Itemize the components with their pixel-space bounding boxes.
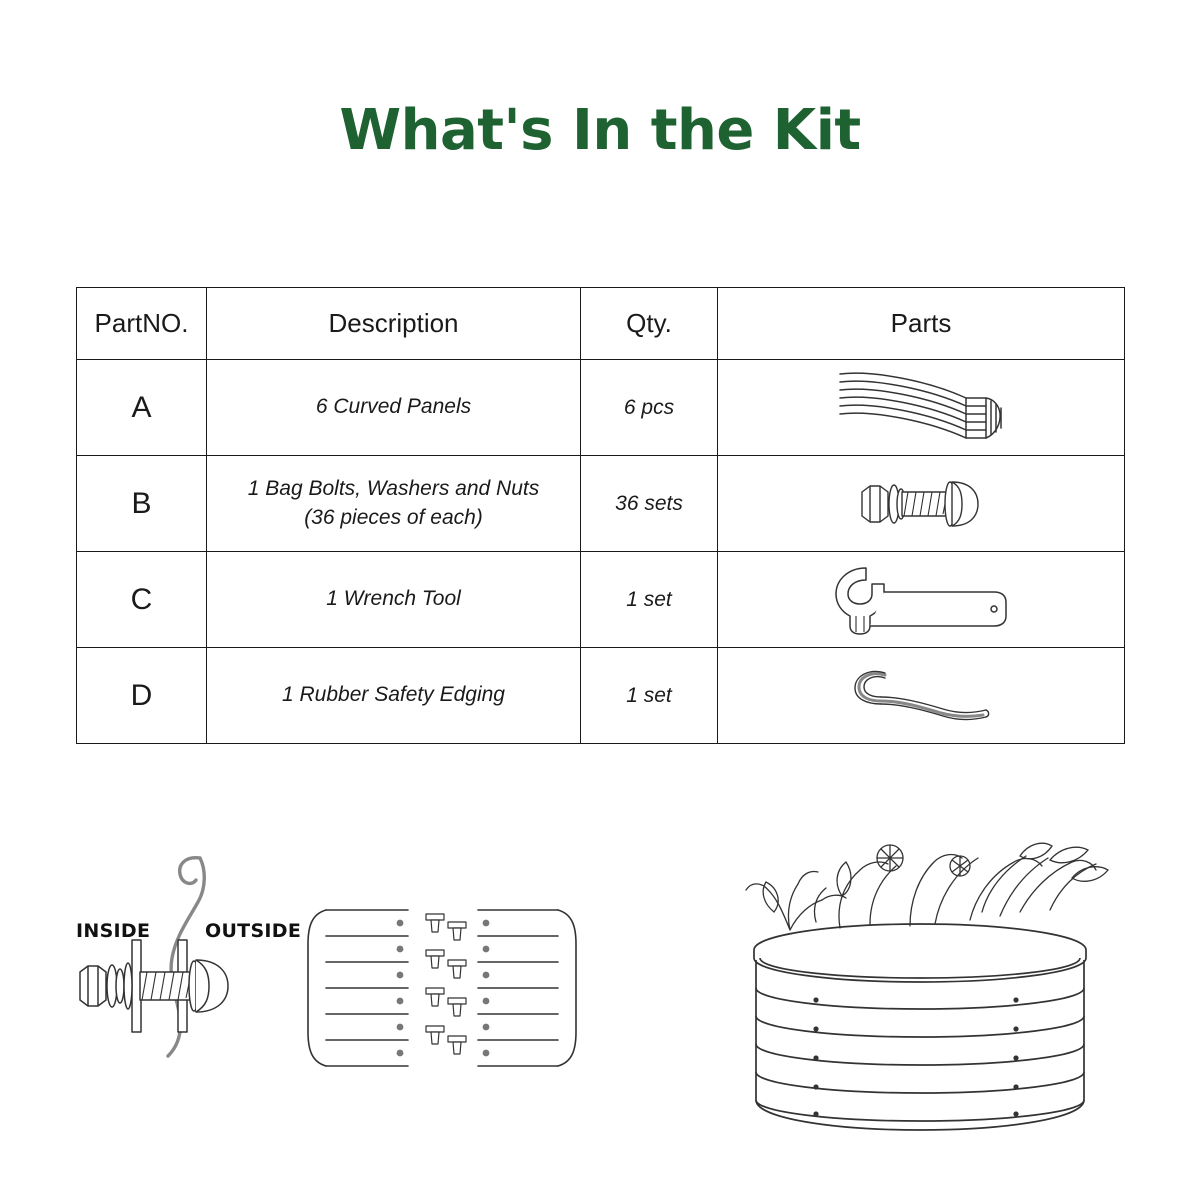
part-image-a xyxy=(718,360,1125,456)
description-b-line2: (36 pieces of each) xyxy=(304,505,483,529)
qty-b: 36 sets xyxy=(581,456,718,552)
panel-bolt-alignment-icon xyxy=(300,1077,610,1094)
page-title: What's In the Kit xyxy=(339,98,861,163)
table-row xyxy=(77,456,1125,552)
panel-alignment-diagram xyxy=(300,900,610,1095)
part-image-d xyxy=(718,648,1125,744)
description-b xyxy=(207,456,581,552)
inside-label: INSIDE xyxy=(76,920,151,942)
kit-contents-table xyxy=(76,287,1125,744)
table-row xyxy=(77,552,1125,648)
part-image-b xyxy=(718,456,1125,552)
column-header-part-no: PartNO. xyxy=(77,288,207,360)
part-no-d: D xyxy=(77,648,207,744)
description-b-line1: 1 Bag Bolts, Washers and Nuts xyxy=(247,477,540,501)
outside-label: OUTSIDE xyxy=(205,920,302,942)
part-no-a: A xyxy=(77,360,207,456)
table-row xyxy=(77,360,1125,456)
bolt-assembly-diagram xyxy=(60,840,320,1105)
qty-c: 1 set xyxy=(581,552,718,648)
bolt-assembly-cross-section-icon xyxy=(60,1087,320,1104)
qty-a: 6 pcs xyxy=(581,360,718,456)
description-c: 1 Wrench Tool xyxy=(207,552,581,648)
description-d: 1 Rubber Safety Edging xyxy=(207,648,581,744)
part-no-b: B xyxy=(77,456,207,552)
wrench-icon xyxy=(718,562,1124,638)
part-image-c xyxy=(718,552,1125,648)
qty-d: 1 set xyxy=(581,648,718,744)
description-a: 6 Curved Panels xyxy=(207,360,581,456)
column-header-parts: Parts xyxy=(718,288,1125,360)
column-header-description: Description xyxy=(207,288,581,360)
column-header-qty: Qty. xyxy=(581,288,718,360)
curved-panels-icon xyxy=(718,368,1124,448)
rubber-edging-icon xyxy=(718,661,1124,731)
assembled-garden-bed-diagram xyxy=(720,800,1120,1175)
assembled-garden-bed-icon xyxy=(720,1157,1120,1174)
table-row xyxy=(77,648,1125,744)
part-no-c: C xyxy=(77,552,207,648)
table-header-row xyxy=(77,288,1125,360)
bolt-washer-nut-icon xyxy=(718,464,1124,544)
